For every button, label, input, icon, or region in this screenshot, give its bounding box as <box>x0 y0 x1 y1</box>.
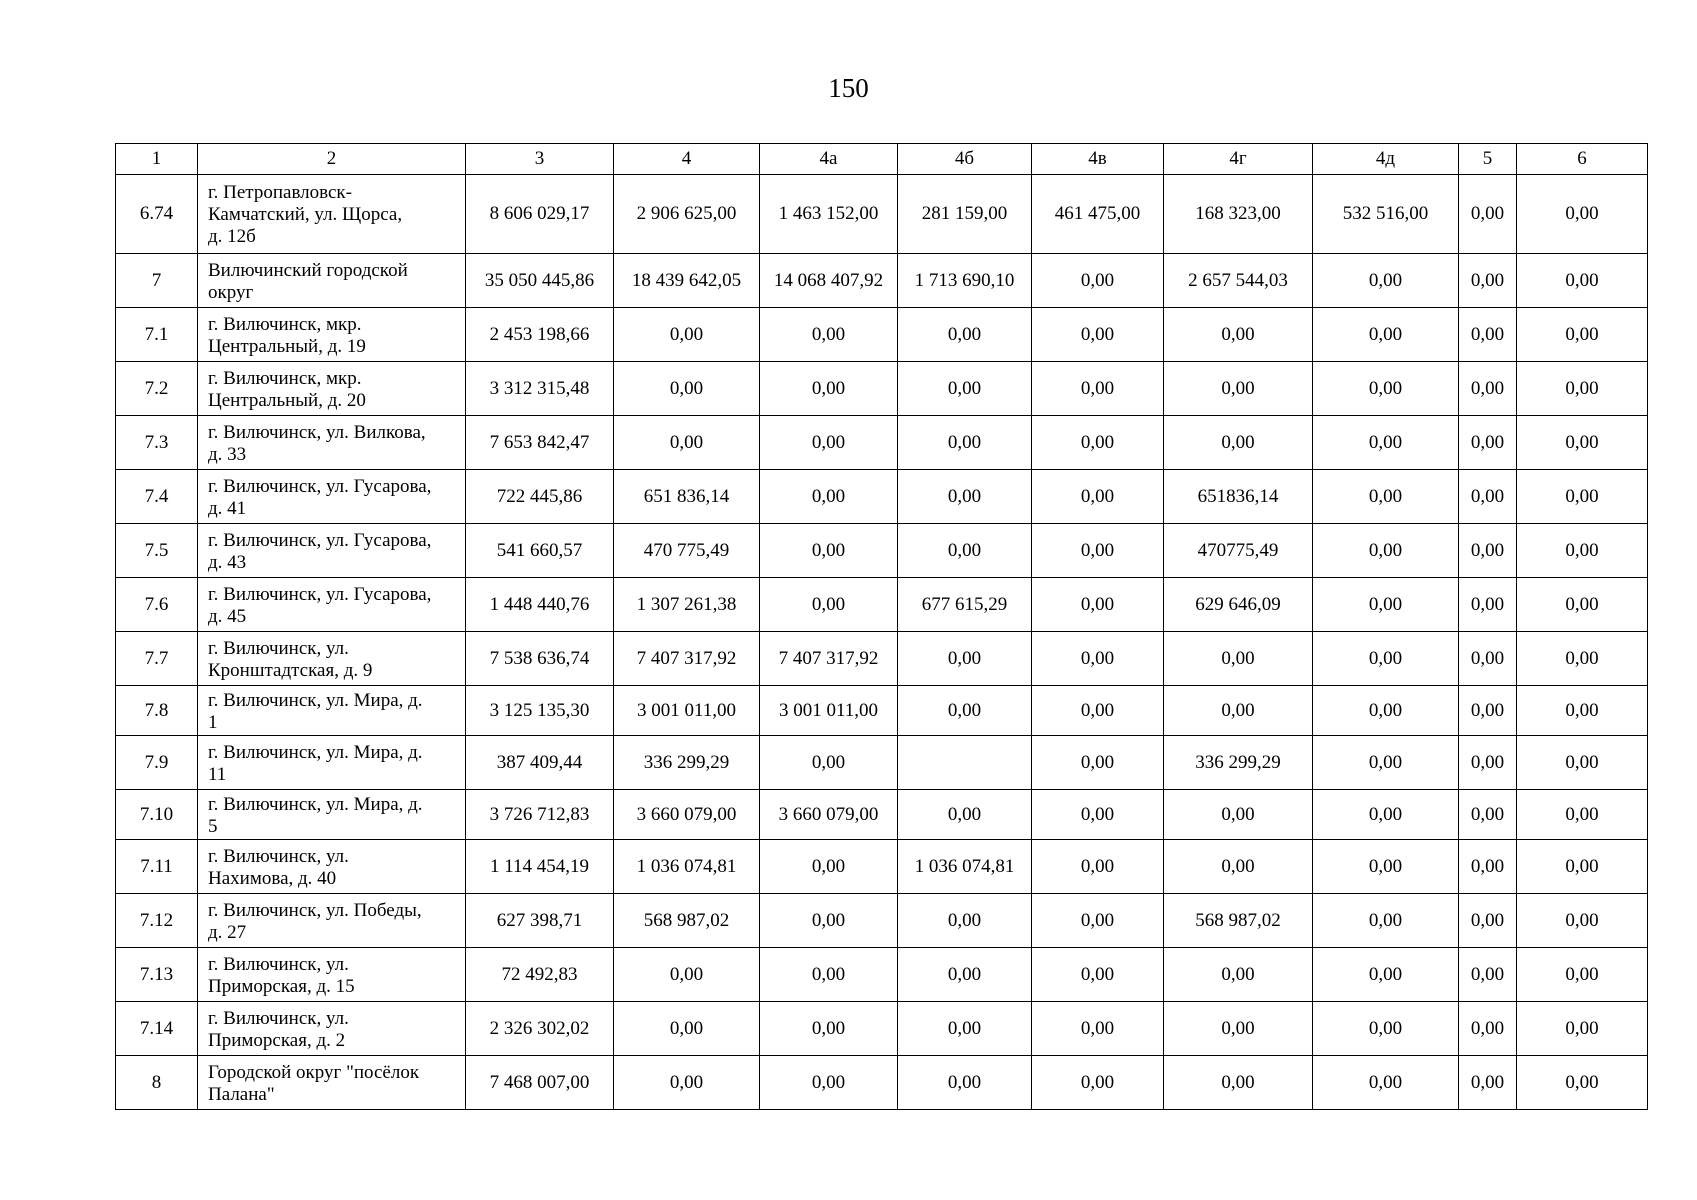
cell-col-4b: 0,00 <box>898 790 1032 840</box>
cell-col-4v: 0,00 <box>1032 686 1164 736</box>
table-row <box>116 948 1648 1002</box>
row-number: 7.13 <box>116 948 198 1002</box>
cell-col-3: 35 050 445,86 <box>466 254 614 308</box>
cell-col-4: 1 307 261,38 <box>614 578 760 632</box>
cell-col-4v: 0,00 <box>1032 1056 1164 1110</box>
row-address: Городской округ "посёлок Палана" <box>198 1056 466 1110</box>
table-row <box>116 578 1648 632</box>
cell-col-4: 0,00 <box>614 308 760 362</box>
cell-col-4g: 168 323,00 <box>1164 175 1313 254</box>
cell-col-6: 0,00 <box>1517 470 1648 524</box>
cell-col-4b: 0,00 <box>898 524 1032 578</box>
cell-col-6: 0,00 <box>1517 416 1648 470</box>
cell-col-4b: 0,00 <box>898 1002 1032 1056</box>
cell-col-6: 0,00 <box>1517 524 1648 578</box>
table-row <box>116 308 1648 362</box>
cell-col-6: 0,00 <box>1517 254 1648 308</box>
row-number: 7.3 <box>116 416 198 470</box>
cell-col-4g: 336 299,29 <box>1164 736 1313 790</box>
cell-col-4v: 0,00 <box>1032 578 1164 632</box>
cell-col-4: 1 036 074,81 <box>614 840 760 894</box>
table-row <box>116 175 1648 254</box>
cell-col-4g: 0,00 <box>1164 840 1313 894</box>
row-address: г. Вилючинск, ул. Гусарова, д. 43 <box>198 524 466 578</box>
cell-col-3: 387 409,44 <box>466 736 614 790</box>
cell-col-4d: 0,00 <box>1313 254 1459 308</box>
cell-col-4a: 3 001 011,00 <box>760 686 898 736</box>
row-address: г. Вилючинск, ул. Мира, д. 5 <box>198 790 466 840</box>
cell-col-6: 0,00 <box>1517 362 1648 416</box>
cell-col-3: 722 445,86 <box>466 470 614 524</box>
cell-col-4b: 1 036 074,81 <box>898 840 1032 894</box>
cell-col-4d: 532 516,00 <box>1313 175 1459 254</box>
cell-col-4a: 0,00 <box>760 362 898 416</box>
cell-col-5: 0,00 <box>1459 894 1517 948</box>
cell-col-4d: 0,00 <box>1313 736 1459 790</box>
cell-col-4b: 0,00 <box>898 686 1032 736</box>
cell-col-4: 336 299,29 <box>614 736 760 790</box>
cell-col-4: 651 836,14 <box>614 470 760 524</box>
cell-col-4: 0,00 <box>614 362 760 416</box>
cell-col-4d: 0,00 <box>1313 840 1459 894</box>
cell-col-3: 1 114 454,19 <box>466 840 614 894</box>
cell-col-4v: 0,00 <box>1032 308 1164 362</box>
cell-col-4g: 0,00 <box>1164 416 1313 470</box>
cell-col-4: 18 439 642,05 <box>614 254 760 308</box>
cell-col-4g: 629 646,09 <box>1164 578 1313 632</box>
table-row <box>116 894 1648 948</box>
cell-col-5: 0,00 <box>1459 254 1517 308</box>
row-number: 7 <box>116 254 198 308</box>
row-address: Вилючинский городской округ <box>198 254 466 308</box>
cell-col-4a: 0,00 <box>760 736 898 790</box>
cell-col-4v: 0,00 <box>1032 790 1164 840</box>
row-address: г. Вилючинск, ул. Гусарова, д. 41 <box>198 470 466 524</box>
cell-col-4g: 0,00 <box>1164 790 1313 840</box>
cell-col-6: 0,00 <box>1517 686 1648 736</box>
cell-col-4g: 0,00 <box>1164 948 1313 1002</box>
cell-col-4d: 0,00 <box>1313 1056 1459 1110</box>
cell-col-4v: 0,00 <box>1032 840 1164 894</box>
cell-col-5: 0,00 <box>1459 686 1517 736</box>
cell-col-6: 0,00 <box>1517 632 1648 686</box>
cell-col-3: 7 468 007,00 <box>466 1056 614 1110</box>
cell-col-4v: 461 475,00 <box>1032 175 1164 254</box>
column-header: 4 <box>614 144 760 175</box>
cell-col-4v: 0,00 <box>1032 894 1164 948</box>
cell-col-5: 0,00 <box>1459 840 1517 894</box>
cell-col-4g: 0,00 <box>1164 1002 1313 1056</box>
cell-col-4a: 0,00 <box>760 1056 898 1110</box>
page-number: 150 <box>828 73 869 103</box>
cell-col-3: 3 125 135,30 <box>466 686 614 736</box>
cell-col-4g: 470775,49 <box>1164 524 1313 578</box>
cell-col-4v: 0,00 <box>1032 470 1164 524</box>
row-address: г. Вилючинск, ул. Мира, д. 11 <box>198 736 466 790</box>
cell-col-3: 2 453 198,66 <box>466 308 614 362</box>
column-header: 4б <box>898 144 1032 175</box>
cell-col-4d: 0,00 <box>1313 948 1459 1002</box>
table-row <box>116 1002 1648 1056</box>
column-header: 5 <box>1459 144 1517 175</box>
cell-col-4v: 0,00 <box>1032 736 1164 790</box>
cell-col-5: 0,00 <box>1459 1056 1517 1110</box>
cell-col-6: 0,00 <box>1517 894 1648 948</box>
cell-col-4a: 3 660 079,00 <box>760 790 898 840</box>
row-address: г. Вилючинск, ул. Гусарова, д. 45 <box>198 578 466 632</box>
row-number: 7.4 <box>116 470 198 524</box>
column-header: 3 <box>466 144 614 175</box>
row-number: 7.1 <box>116 308 198 362</box>
cell-col-4b: 281 159,00 <box>898 175 1032 254</box>
cell-col-4v: 0,00 <box>1032 948 1164 1002</box>
cell-col-4g: 568 987,02 <box>1164 894 1313 948</box>
cell-col-3: 7 653 842,47 <box>466 416 614 470</box>
column-header: 6 <box>1517 144 1648 175</box>
row-address: г. Вилючинск, ул. Вилкова, д. 33 <box>198 416 466 470</box>
cell-col-4: 568 987,02 <box>614 894 760 948</box>
cell-col-5: 0,00 <box>1459 632 1517 686</box>
cell-col-4d: 0,00 <box>1313 416 1459 470</box>
cell-col-3: 8 606 029,17 <box>466 175 614 254</box>
table-row <box>116 1056 1648 1110</box>
table-row <box>116 736 1648 790</box>
cell-col-4g: 0,00 <box>1164 308 1313 362</box>
cell-col-4: 0,00 <box>614 1002 760 1056</box>
cell-col-4a: 0,00 <box>760 524 898 578</box>
cell-col-4b: 0,00 <box>898 308 1032 362</box>
cell-col-5: 0,00 <box>1459 175 1517 254</box>
cell-col-4: 7 407 317,92 <box>614 632 760 686</box>
row-number: 7.8 <box>116 686 198 736</box>
row-address: г. Вилючинск, ул. Кронштадтская, д. 9 <box>198 632 466 686</box>
column-header: 1 <box>116 144 198 175</box>
table-row <box>116 362 1648 416</box>
cell-col-4a: 0,00 <box>760 470 898 524</box>
cell-col-4a: 0,00 <box>760 894 898 948</box>
column-header: 4в <box>1032 144 1164 175</box>
row-address: г. Вилючинск, мкр. Центральный, д. 20 <box>198 362 466 416</box>
cell-col-4: 3 001 011,00 <box>614 686 760 736</box>
cell-col-4d: 0,00 <box>1313 894 1459 948</box>
cell-col-3: 72 492,83 <box>466 948 614 1002</box>
cell-col-4a: 0,00 <box>760 578 898 632</box>
cell-col-6: 0,00 <box>1517 736 1648 790</box>
cell-col-5: 0,00 <box>1459 948 1517 1002</box>
cell-col-3: 1 448 440,76 <box>466 578 614 632</box>
cell-col-6: 0,00 <box>1517 578 1648 632</box>
cell-col-4a: 0,00 <box>760 416 898 470</box>
cell-col-4b: 0,00 <box>898 362 1032 416</box>
cell-col-4: 0,00 <box>614 948 760 1002</box>
cell-col-4b: 0,00 <box>898 632 1032 686</box>
row-address: г. Петропавловск- Камчатский, ул. Щорса, д. 12б <box>198 175 466 254</box>
cell-col-4g: 0,00 <box>1164 362 1313 416</box>
cell-col-6: 0,00 <box>1517 790 1648 840</box>
row-address: г. Вилючинск, ул. Мира, д. 1 <box>198 686 466 736</box>
cell-col-5: 0,00 <box>1459 362 1517 416</box>
cell-col-4d: 0,00 <box>1313 578 1459 632</box>
cell-col-3: 3 312 315,48 <box>466 362 614 416</box>
cell-col-6: 0,00 <box>1517 308 1648 362</box>
cell-col-4b: 0,00 <box>898 470 1032 524</box>
cell-col-4a: 0,00 <box>760 1002 898 1056</box>
cell-col-4g: 0,00 <box>1164 632 1313 686</box>
cell-col-5: 0,00 <box>1459 416 1517 470</box>
cell-col-4v: 0,00 <box>1032 254 1164 308</box>
row-number: 7.14 <box>116 1002 198 1056</box>
cell-col-5: 0,00 <box>1459 308 1517 362</box>
cell-col-4: 3 660 079,00 <box>614 790 760 840</box>
cell-col-4d: 0,00 <box>1313 1002 1459 1056</box>
cell-col-4v: 0,00 <box>1032 632 1164 686</box>
cell-col-5: 0,00 <box>1459 736 1517 790</box>
cell-col-4v: 0,00 <box>1032 362 1164 416</box>
column-header: 4а <box>760 144 898 175</box>
cell-col-3: 541 660,57 <box>466 524 614 578</box>
row-number: 7.7 <box>116 632 198 686</box>
cell-col-5: 0,00 <box>1459 578 1517 632</box>
cell-col-4b: 0,00 <box>898 894 1032 948</box>
cell-col-4: 0,00 <box>614 416 760 470</box>
cell-col-4d: 0,00 <box>1313 308 1459 362</box>
cell-col-4: 2 906 625,00 <box>614 175 760 254</box>
row-number: 7.10 <box>116 790 198 840</box>
row-address: г. Вилючинск, ул. Победы, д. 27 <box>198 894 466 948</box>
cell-col-3: 7 538 636,74 <box>466 632 614 686</box>
cell-col-4a: 7 407 317,92 <box>760 632 898 686</box>
cell-col-4b: 0,00 <box>898 948 1032 1002</box>
cell-col-4a: 0,00 <box>760 840 898 894</box>
cell-col-5: 0,00 <box>1459 1002 1517 1056</box>
cell-col-6: 0,00 <box>1517 948 1648 1002</box>
table-row <box>116 790 1648 840</box>
cell-col-4b: 677 615,29 <box>898 578 1032 632</box>
cell-col-4a: 0,00 <box>760 948 898 1002</box>
cell-col-6: 0,00 <box>1517 840 1648 894</box>
table-row <box>116 416 1648 470</box>
cell-col-4g: 0,00 <box>1164 686 1313 736</box>
cell-col-4d: 0,00 <box>1313 790 1459 840</box>
row-address: г. Вилючинск, ул. Приморская, д. 15 <box>198 948 466 1002</box>
cell-col-4: 470 775,49 <box>614 524 760 578</box>
cell-col-4a: 14 068 407,92 <box>760 254 898 308</box>
header-row <box>116 144 1648 175</box>
cell-col-4g: 651836,14 <box>1164 470 1313 524</box>
cell-col-4d: 0,00 <box>1313 632 1459 686</box>
cell-col-3: 3 726 712,83 <box>466 790 614 840</box>
cell-col-4b: 0,00 <box>898 416 1032 470</box>
cell-col-3: 627 398,71 <box>466 894 614 948</box>
cell-col-4a: 1 463 152,00 <box>760 175 898 254</box>
cell-col-4v: 0,00 <box>1032 416 1164 470</box>
cell-col-6: 0,00 <box>1517 1056 1648 1110</box>
row-number: 7.9 <box>116 736 198 790</box>
row-number: 7.11 <box>116 840 198 894</box>
cell-col-4d: 0,00 <box>1313 686 1459 736</box>
column-header: 4г <box>1164 144 1313 175</box>
cell-col-4v: 0,00 <box>1032 1002 1164 1056</box>
row-number: 7.6 <box>116 578 198 632</box>
table-row <box>116 686 1648 736</box>
cell-col-4a: 0,00 <box>760 308 898 362</box>
cell-col-4v: 0,00 <box>1032 524 1164 578</box>
table-row <box>116 632 1648 686</box>
column-header: 2 <box>198 144 466 175</box>
row-address: г. Вилючинск, мкр. Центральный, д. 19 <box>198 308 466 362</box>
cell-col-4g: 2 657 544,03 <box>1164 254 1313 308</box>
row-number: 7.5 <box>116 524 198 578</box>
table-row <box>116 840 1648 894</box>
row-number: 6.74 <box>116 175 198 254</box>
row-address: г. Вилючинск, ул. Приморская, д. 2 <box>198 1002 466 1056</box>
cell-col-4: 0,00 <box>614 1056 760 1110</box>
cell-col-5: 0,00 <box>1459 470 1517 524</box>
table-row <box>116 524 1648 578</box>
cell-col-6: 0,00 <box>1517 175 1648 254</box>
row-number: 7.2 <box>116 362 198 416</box>
cell-col-5: 0,00 <box>1459 790 1517 840</box>
column-header: 4д <box>1313 144 1459 175</box>
row-address: г. Вилючинск, ул. Нахимова, д. 40 <box>198 840 466 894</box>
cell-col-4d: 0,00 <box>1313 362 1459 416</box>
table-row <box>116 254 1648 308</box>
cell-col-4d: 0,00 <box>1313 524 1459 578</box>
cell-col-6: 0,00 <box>1517 1002 1648 1056</box>
cell-col-4b: 0,00 <box>898 1056 1032 1110</box>
cell-col-4d: 0,00 <box>1313 470 1459 524</box>
cell-col-4b: 1 713 690,10 <box>898 254 1032 308</box>
cell-col-5: 0,00 <box>1459 524 1517 578</box>
financing-table <box>115 143 1648 1110</box>
row-number: 8 <box>116 1056 198 1110</box>
row-number: 7.12 <box>116 894 198 948</box>
cell-col-4g: 0,00 <box>1164 1056 1313 1110</box>
cell-col-3: 2 326 302,02 <box>466 1002 614 1056</box>
table-row <box>116 470 1648 524</box>
cell-col-4b <box>898 736 1032 790</box>
